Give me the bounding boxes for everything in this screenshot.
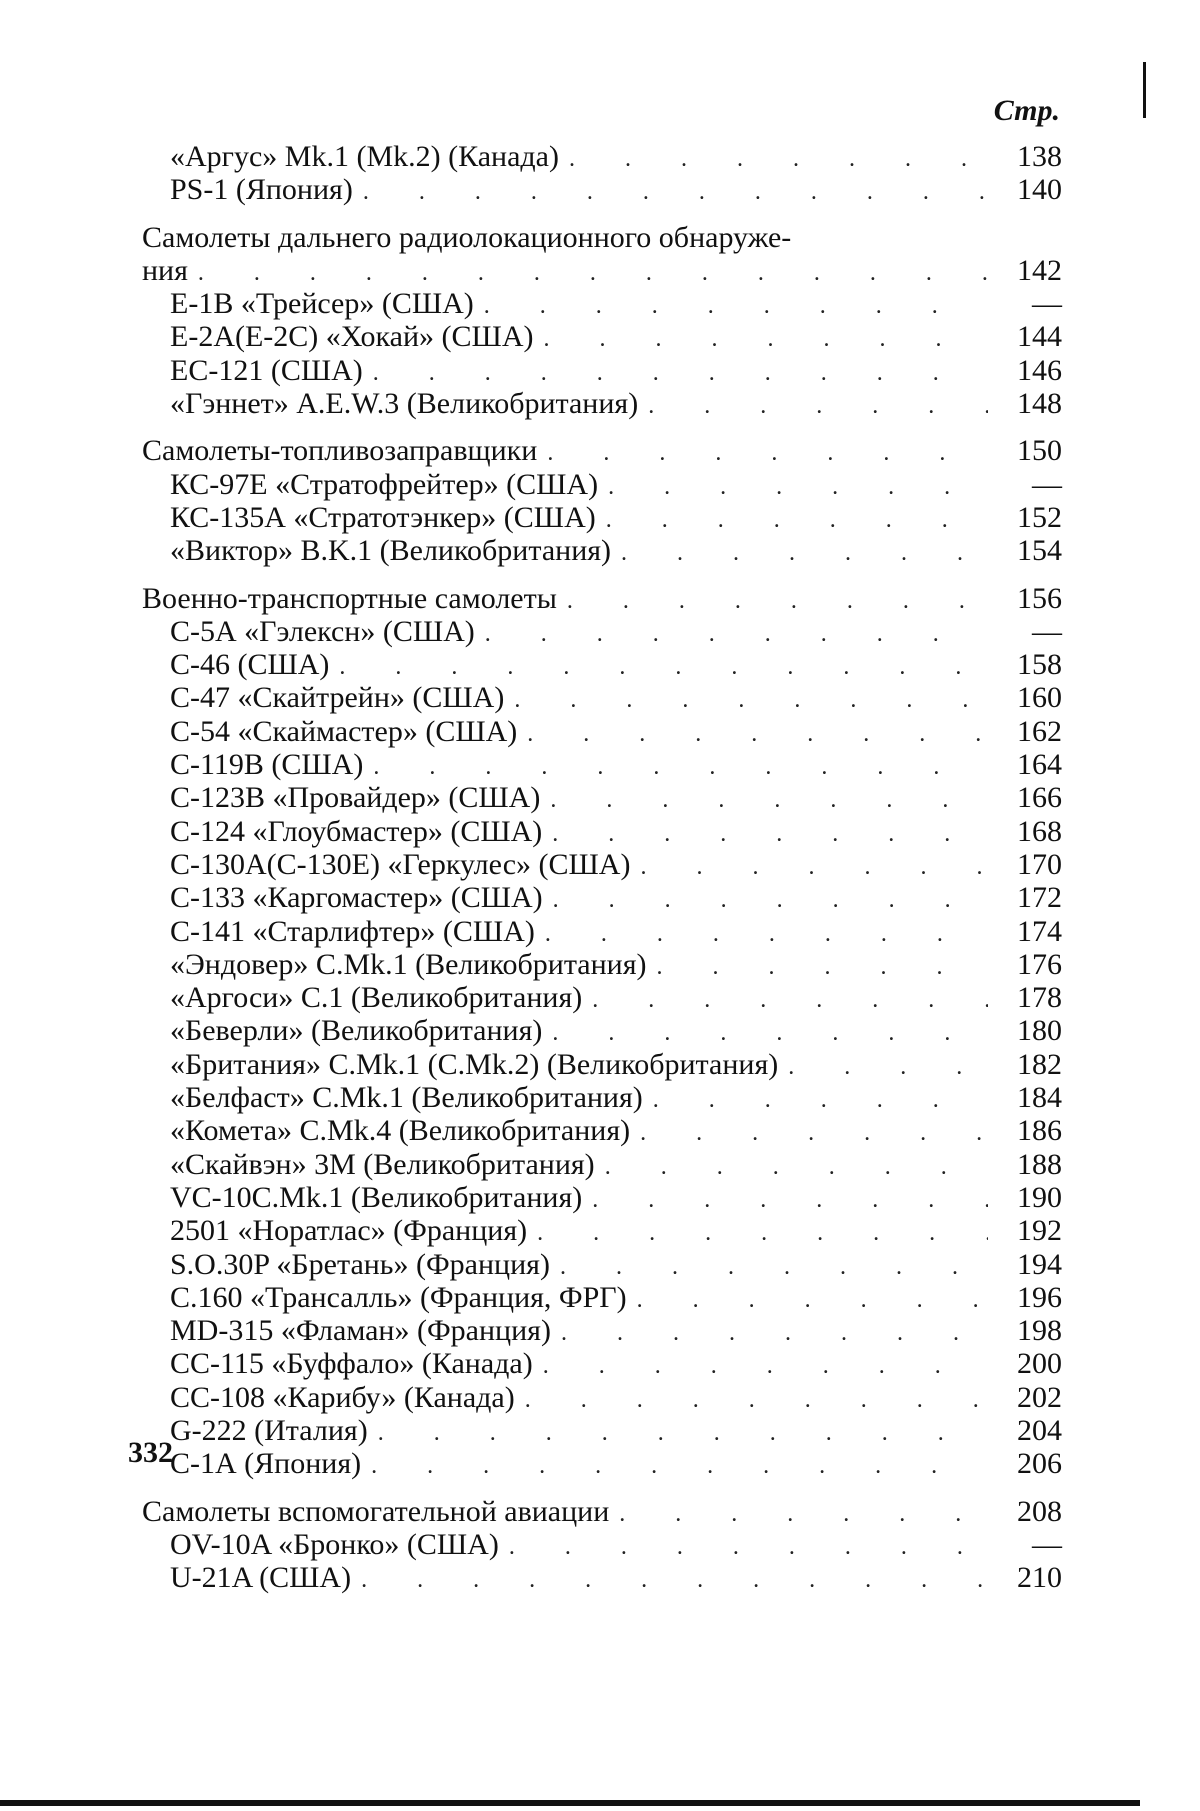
- dot-leader: [619, 1498, 988, 1531]
- toc-title: VC-10C.Mk.1 (Великобритания): [170, 1180, 583, 1214]
- dot-leader: [509, 1531, 988, 1564]
- toc-entry: [142, 320, 1062, 353]
- toc-page-number: 204: [1017, 1413, 1062, 1447]
- dot-leader: [606, 504, 988, 537]
- toc-page-number: 150: [1017, 434, 1062, 468]
- toc-title: «Британия» C.Mk.1 (C.Mk.2) (Великобритания): [170, 1047, 779, 1081]
- dot-leader: [567, 585, 988, 618]
- toc-page-number: 156: [1017, 581, 1062, 615]
- toc-entry: [142, 948, 1062, 981]
- toc-title: «Гэннет» A.E.W.3 (Великобритания): [170, 387, 639, 421]
- toc-title: С-46 (США): [170, 648, 330, 682]
- toc-entry: [142, 534, 1062, 567]
- dot-leader: [550, 784, 988, 817]
- toc-page-number: 178: [1017, 981, 1062, 1015]
- toc-page-number: 142: [1017, 253, 1062, 287]
- dot-leader: [640, 1117, 988, 1150]
- toc-page-number: 180: [1017, 1014, 1062, 1048]
- toc-title: MD-315 «Фламан» (Франция): [170, 1314, 551, 1348]
- toc-entry: [142, 1281, 1062, 1314]
- toc-page-number: 196: [1017, 1280, 1062, 1314]
- toc-title: Е-1В «Трейсер» (США): [170, 287, 474, 321]
- toc-entry: [142, 715, 1062, 748]
- toc-page-number: 176: [1017, 947, 1062, 981]
- toc-title: Военно-транспортные самолеты: [142, 581, 557, 615]
- toc-page-number: 164: [1017, 748, 1062, 782]
- toc-entry: [142, 781, 1062, 814]
- toc-page-number: 210: [1017, 1561, 1062, 1595]
- toc-title: КС-97Е «Стратофрейтер» (США): [170, 467, 599, 501]
- dot-leader: [637, 1284, 988, 1317]
- toc-title: С-124 «Глоубмастер» (США): [170, 814, 543, 848]
- page-number: 332: [128, 1436, 173, 1469]
- dot-leader: [605, 1151, 988, 1184]
- dot-leader: [485, 618, 988, 651]
- toc-entry: [142, 354, 1062, 387]
- toc-title: С-119В (США): [170, 748, 364, 782]
- dot-leader: [621, 537, 988, 570]
- toc-page-number: 140: [1017, 173, 1062, 207]
- toc-title: 2501 «Норатлас» (Франция): [170, 1214, 528, 1248]
- toc-title: С-141 «Старлифтер» (США): [170, 914, 535, 948]
- toc-title: ЕС-121 (США): [170, 353, 363, 387]
- toc-entry: [142, 1447, 1062, 1480]
- toc-page-number: —: [1032, 287, 1062, 321]
- toc-title: S.O.30P «Бретань» (Франция): [170, 1247, 550, 1281]
- toc-page-number: 160: [1017, 681, 1062, 715]
- dot-leader: [537, 1217, 988, 1250]
- page-column-header: Стр.: [993, 94, 1060, 127]
- dot-leader: [553, 884, 988, 917]
- toc-page-number: 154: [1017, 534, 1062, 568]
- toc-title: «Скайвэн» 3М (Великобритания): [170, 1147, 595, 1181]
- toc-title: СС-108 «Карибу» (Канада): [170, 1380, 515, 1414]
- toc-title: G-222 (Италия): [170, 1413, 368, 1447]
- toc-entry: [142, 468, 1062, 501]
- toc-page-number: —: [1032, 1527, 1062, 1561]
- dot-leader: [561, 1317, 988, 1350]
- toc-page-number: 182: [1017, 1047, 1062, 1081]
- toc-entry: [142, 648, 1062, 681]
- toc-entry: [142, 1347, 1062, 1380]
- dot-leader: [378, 1417, 988, 1450]
- toc-title: «Комета» C.Mk.4 (Великобритания): [170, 1114, 631, 1148]
- dot-leader: [361, 1564, 988, 1597]
- toc-page-number: 202: [1017, 1380, 1062, 1414]
- toc-entry: [142, 815, 1062, 848]
- toc-title: С-123В «Провайдер» (США): [170, 781, 541, 815]
- toc-title: Самолеты вспомогательной авиации: [142, 1494, 610, 1528]
- toc-section-heading: [142, 582, 1062, 615]
- dot-leader: [514, 684, 988, 717]
- toc-entry: [142, 140, 1062, 173]
- toc-entry: [142, 615, 1062, 648]
- margin-mark: [1143, 62, 1146, 118]
- dot-leader: [648, 390, 988, 423]
- toc-title: PS-1 (Япония): [170, 173, 353, 207]
- toc-entry: [142, 1148, 1062, 1181]
- toc-entry: [142, 848, 1062, 881]
- dot-leader: [640, 851, 988, 884]
- toc-page-number: 148: [1017, 387, 1062, 421]
- toc-title: OV-10A «Бронко» (США): [170, 1527, 499, 1561]
- toc-title: «Виктор» B.K.1 (Великобритания): [170, 534, 612, 568]
- toc-entry: [142, 1014, 1062, 1047]
- toc-entry: [142, 1528, 1062, 1561]
- toc-page-number: 162: [1017, 714, 1062, 748]
- toc-entry: [142, 915, 1062, 948]
- toc-page-number: 144: [1017, 320, 1062, 354]
- dot-leader: [339, 651, 988, 684]
- toc-page-number: 194: [1017, 1247, 1062, 1281]
- toc-page-number: 146: [1017, 353, 1062, 387]
- toc-title: ния: [142, 253, 188, 287]
- toc-page-number: 188: [1017, 1147, 1062, 1181]
- dot-leader: [592, 984, 988, 1017]
- toc-entry: [142, 748, 1062, 781]
- dot-leader: [608, 471, 988, 504]
- toc-section-title-line1: Самолеты дальнего радиолокационного обнаруже-: [142, 220, 792, 254]
- toc-title: «Аргоси» С.1 (Великобритания): [170, 981, 583, 1015]
- toc-page-number: 190: [1017, 1180, 1062, 1214]
- toc-entry: [142, 1081, 1062, 1114]
- toc-page-number: 184: [1017, 1081, 1062, 1115]
- table-of-contents: [142, 140, 1062, 1594]
- toc-page-number: 186: [1017, 1114, 1062, 1148]
- toc-entry: [142, 1181, 1062, 1214]
- dot-leader: [525, 1384, 988, 1417]
- dot-leader: [653, 1084, 988, 1117]
- toc-page-number: 170: [1017, 847, 1062, 881]
- dot-leader: [552, 1017, 988, 1050]
- dot-leader: [527, 718, 988, 751]
- toc-page-number: 208: [1017, 1494, 1062, 1528]
- toc-page-number: 206: [1017, 1447, 1062, 1481]
- toc-title: С-47 «Скайтрейн» (США): [170, 681, 505, 715]
- dot-leader: [543, 323, 988, 356]
- dot-leader: [788, 1051, 988, 1084]
- dot-leader: [547, 437, 988, 470]
- toc-title: С-54 «Скаймастер» (США): [170, 714, 518, 748]
- toc-entry: [142, 1314, 1062, 1347]
- toc-title: C.160 «Трансалль» (Франция, ФРГ): [170, 1280, 627, 1314]
- toc-entry: [142, 1214, 1062, 1247]
- dot-leader: [373, 357, 988, 390]
- toc-title: КС-135А «Стратотэнкер» (США): [170, 500, 596, 534]
- toc-title: Е-2А(Е-2С) «Хокай» (США): [170, 320, 534, 354]
- toc-page-number: 158: [1017, 648, 1062, 682]
- toc-page-number: 172: [1017, 881, 1062, 915]
- dot-leader: [552, 818, 988, 851]
- toc-entry: [142, 387, 1062, 420]
- toc-section-heading: [142, 1495, 1062, 1528]
- dot-leader: [371, 1450, 988, 1483]
- toc-entry: [142, 501, 1062, 534]
- toc-title: СС-115 «Буффало» (Канада): [170, 1347, 533, 1381]
- dot-leader: [560, 1251, 988, 1284]
- bottom-rule: [0, 1800, 1140, 1806]
- toc-entry: [142, 173, 1062, 206]
- dot-leader: [363, 176, 988, 209]
- toc-page-number: 200: [1017, 1347, 1062, 1381]
- toc-title: С-5А «Гэлексн» (США): [170, 614, 475, 648]
- toc-row: [142, 254, 1062, 287]
- toc-title: С-133 «Каргомастер» (США): [170, 881, 543, 915]
- toc-page-number: 168: [1017, 814, 1062, 848]
- toc-title: С-1А (Япония): [170, 1447, 362, 1481]
- dot-leader: [569, 143, 988, 176]
- toc-entry: [142, 1048, 1062, 1081]
- toc-page-number: 198: [1017, 1314, 1062, 1348]
- dot-leader: [545, 918, 988, 951]
- toc-entry: [142, 287, 1062, 320]
- toc-title: «Эндовер» C.Mk.1 (Великобритания): [170, 947, 647, 981]
- toc-entry: [142, 1248, 1062, 1281]
- dot-leader: [543, 1350, 988, 1383]
- toc-entry: [142, 881, 1062, 914]
- toc-entry: [142, 1114, 1062, 1147]
- toc-page-number: —: [1032, 614, 1062, 648]
- toc-entry: [142, 681, 1062, 714]
- dot-leader: [657, 951, 988, 984]
- toc-title: «Беверли» (Великобритания): [170, 1014, 543, 1048]
- toc-title: «Белфаст» C.Mk.1 (Великобритания): [170, 1081, 643, 1115]
- toc-title: U-21A (США): [170, 1561, 352, 1595]
- dot-leader: [484, 290, 988, 323]
- toc-section-heading: [142, 221, 1062, 288]
- toc-entry: [142, 1381, 1062, 1414]
- toc-entry: [142, 981, 1062, 1014]
- dot-leader: [198, 257, 988, 290]
- toc-page-number: 166: [1017, 781, 1062, 815]
- dot-leader: [373, 751, 988, 784]
- toc-page-number: 174: [1017, 914, 1062, 948]
- toc-page-number: 138: [1017, 140, 1062, 173]
- toc-page-number: —: [1032, 467, 1062, 501]
- toc-entry: [142, 1414, 1062, 1447]
- toc-page-number: 152: [1017, 500, 1062, 534]
- toc-section-heading: [142, 434, 1062, 467]
- dot-leader: [592, 1184, 988, 1217]
- toc-entry: [142, 1561, 1062, 1594]
- toc-title: С-130А(С-130Е) «Геркулес» (США): [170, 847, 631, 881]
- toc-title: «Аргус» Mk.1 (Mk.2) (Канада): [170, 140, 559, 173]
- toc-page-number: 192: [1017, 1214, 1062, 1248]
- toc-title: Самолеты-топливозаправщики: [142, 434, 538, 468]
